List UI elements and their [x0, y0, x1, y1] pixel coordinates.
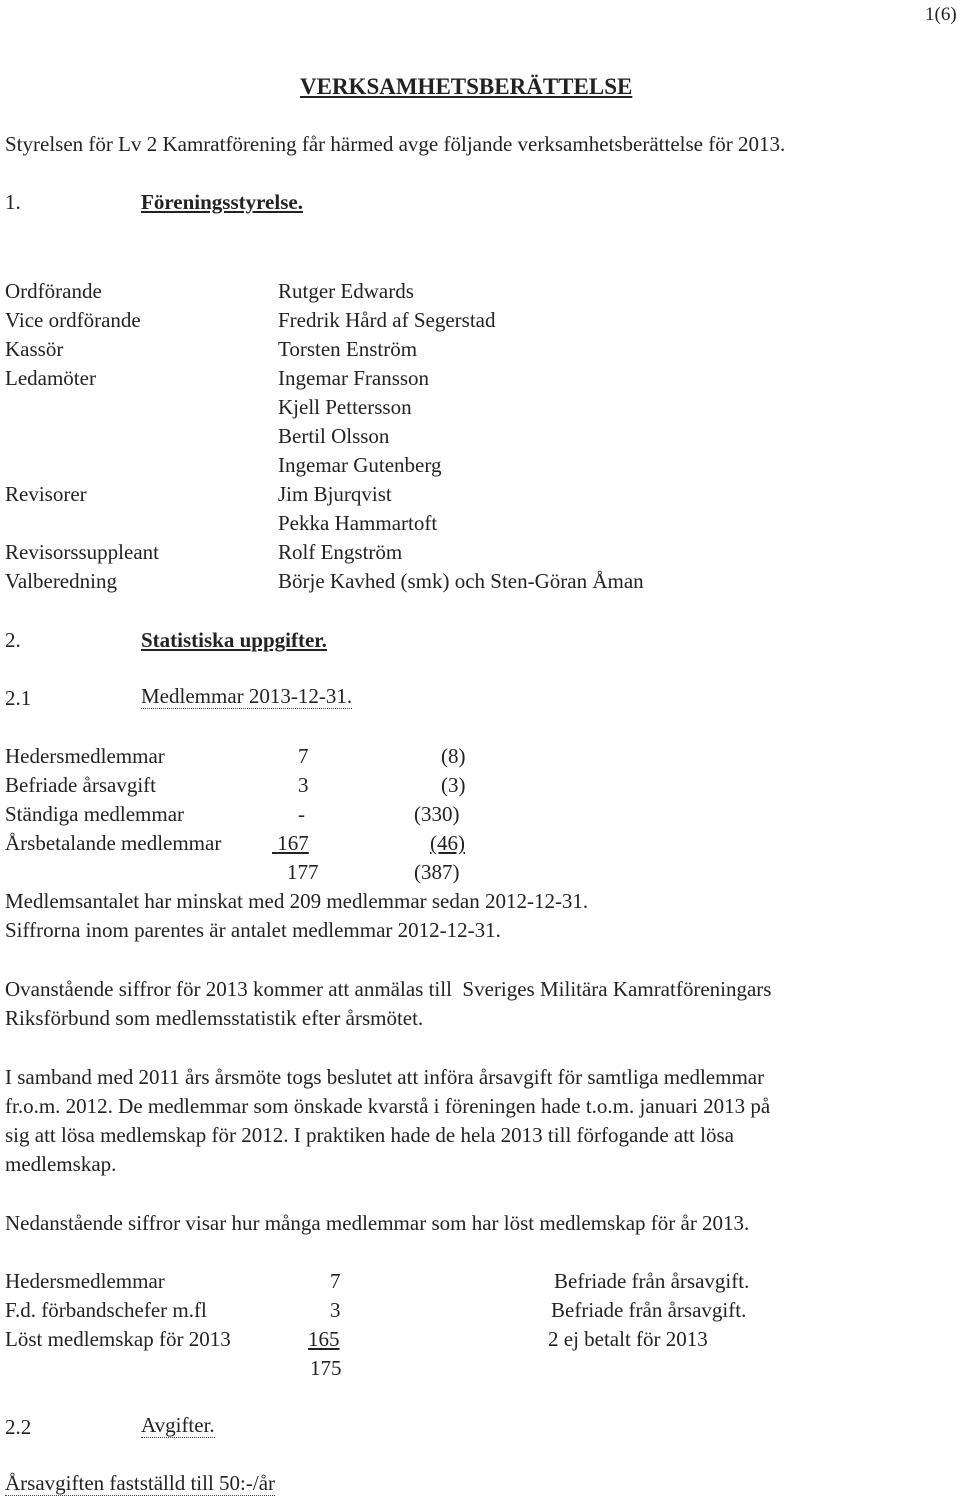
- board-name: Rutger Edwards: [278, 279, 414, 303]
- paragraph-line: medlemskap.: [5, 1152, 117, 1176]
- members-prev: (46): [430, 831, 465, 855]
- paragraph-line: Ovanstående siffror för 2013 kommer att anmälas till Sveriges Militära Kamratföreningars: [5, 977, 772, 1001]
- section-2-1-heading: Medlemmar 2013-12-31.: [141, 684, 353, 708]
- paragraph-line: sig att lösa medlemskap för 2012. I praktiken hade de hela 2013 till förfogande att lösa: [5, 1123, 734, 1147]
- section-2-1-number: 2.1: [5, 686, 32, 710]
- paragraph-line: Nedanstående siffror visar hur många medlemmar som har löst medlemskap för år 2013.: [5, 1211, 750, 1235]
- paid-value: 3: [330, 1298, 341, 1322]
- section-2-number: 2.: [5, 628, 21, 652]
- role-members: Ledamöter: [5, 366, 96, 390]
- section-1-heading: Föreningsstyrelse.: [141, 190, 303, 214]
- board-name: Ingemar Fransson: [278, 366, 430, 390]
- section-2-heading: Statistiska uppgifter.: [141, 628, 327, 652]
- board-name: Börje Kavhed (smk) och Sten-Göran Åman: [278, 569, 644, 593]
- board-name: Pekka Hammartoft: [278, 511, 438, 535]
- intro-text: Styrelsen för Lv 2 Kamratförening får härmed avge följande verksamhetsberättelse för 2013.: [5, 132, 786, 156]
- role-deputy-auditor: Revisorssuppleant: [5, 540, 159, 564]
- role-treasurer: Kassör: [5, 337, 64, 361]
- paid-label: Hedersmedlemmar: [5, 1269, 165, 1293]
- members-value: 7: [298, 744, 309, 768]
- section-2-2-heading: Avgifter.: [141, 1413, 215, 1437]
- members-value: 3: [298, 773, 309, 797]
- paid-note: Befriade från årsavgift.: [554, 1269, 750, 1293]
- board-name: Kjell Pettersson: [278, 395, 412, 419]
- document-title: VERKSAMHETSBERÄTTELSE: [300, 74, 633, 99]
- paid-value: 7: [330, 1269, 341, 1293]
- paid-total: 175: [310, 1356, 342, 1380]
- role-chairman: Ordförande: [5, 279, 102, 303]
- paid-label: F.d. förbandschefer m.fl: [5, 1298, 207, 1322]
- paid-label: Löst medlemskap för 2013: [5, 1327, 231, 1351]
- role-vice-chairman: Vice ordförande: [5, 308, 141, 332]
- board-name: Fredrik Hård af Segerstad: [278, 308, 496, 332]
- board-name: Jim Bjurqvist: [278, 482, 392, 506]
- board-name: Torsten Enström: [278, 337, 418, 361]
- note-line: Siffrorna inom parentes är antalet medlemmar 2012-12-31.: [5, 918, 501, 942]
- section-2-2-number: 2.2: [5, 1415, 32, 1439]
- section-1-number: 1.: [5, 190, 21, 214]
- board-name: Bertil Olsson: [278, 424, 390, 448]
- board-name: Ingemar Gutenberg: [278, 453, 442, 477]
- paid-note: Befriade från årsavgift.: [551, 1298, 747, 1322]
- members-label: Årsbetalande medlemmar: [5, 831, 222, 855]
- paid-value: 165: [308, 1327, 340, 1351]
- note-line: Medlemsantalet har minskat med 209 medlemmar sedan 2012-12-31.: [5, 889, 589, 913]
- paragraph-line: I samband med 2011 års årsmöte togs beslutet att införa årsavgift för samtliga medlemmar: [5, 1065, 765, 1089]
- members-label: Befriade årsavgift: [5, 773, 157, 797]
- members-label: Hedersmedlemmar: [5, 744, 165, 768]
- members-label: Ständiga medlemmar: [5, 802, 185, 826]
- board-name: Rolf Engström: [278, 540, 403, 564]
- role-nomination: Valberedning: [5, 569, 117, 593]
- fee-text: Årsavgiften fastställd till 50:-/år: [5, 1471, 276, 1495]
- members-value: [272, 829, 309, 858]
- page-number: 1(6): [925, 4, 957, 25]
- role-auditors: Revisorer: [5, 482, 87, 506]
- members-prev: (330): [414, 802, 460, 826]
- paid-note: 2 ej betalt för 2013: [548, 1327, 708, 1351]
- members-total-prev: (387): [414, 860, 460, 884]
- members-value: -: [298, 802, 305, 826]
- members-value-text: 167: [277, 831, 309, 855]
- paragraph-line: Riksförbund som medlemsstatistik efter årsmötet.: [5, 1006, 424, 1030]
- members-prev: (8): [441, 744, 466, 768]
- members-total-value: 177: [287, 860, 319, 884]
- members-prev: (3): [441, 773, 466, 797]
- paragraph-line: fr.o.m. 2012. De medlemmar som önskade kvarstå i föreningen hade t.o.m. januari 2013 på: [5, 1094, 771, 1118]
